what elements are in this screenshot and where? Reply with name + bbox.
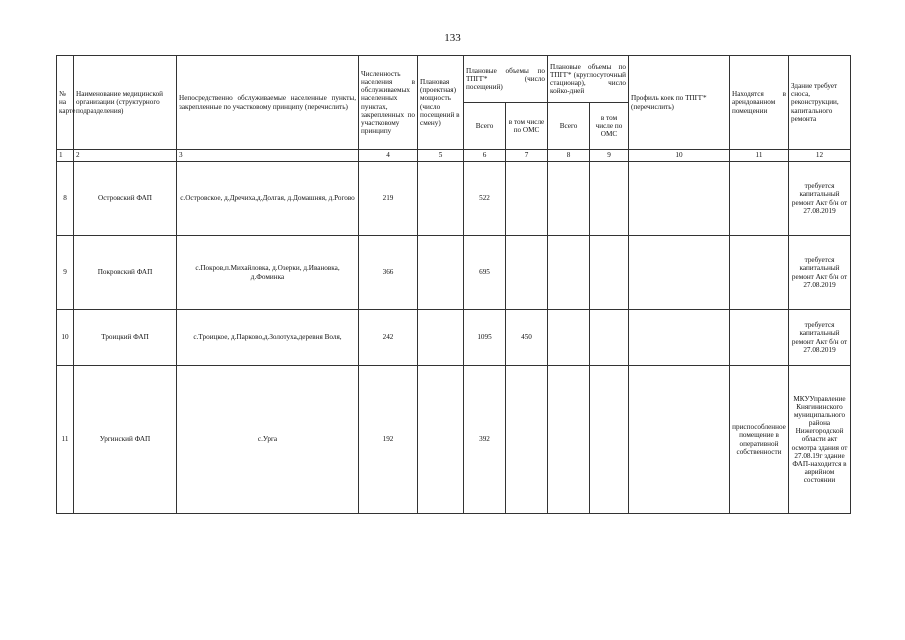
col-num: 6 — [464, 150, 506, 162]
col-num: 7 — [506, 150, 548, 162]
header-bed-profile: Профиль коек по ТПГГ* (перечислить) — [629, 56, 730, 150]
header-org-name: Наименование медицинской организации (структурного подразделения) — [74, 56, 177, 150]
col-num: 10 — [629, 150, 730, 162]
table-row — [57, 310, 851, 366]
header-population: Численность населения в обслуживаемых населенных пунктах, закрепленных по участковому принципу — [359, 56, 418, 150]
header-visits: Плановые объемы по ТПГГ* (число посещений) — [464, 56, 548, 103]
cell-settlements: с.Троицкое, д.Парково,д.Золотуха,деревня Воля, — [177, 310, 359, 366]
cell-population: 242 — [359, 310, 418, 366]
cell-rented — [730, 310, 789, 366]
table-row — [57, 162, 851, 236]
cell-number: 11 — [57, 366, 74, 514]
cell-building: требуется капитальный ремонт Акт б/н от 27.08.2019 — [789, 236, 851, 310]
cell-profile — [629, 366, 730, 514]
cell-number: 10 — [57, 310, 74, 366]
cell-profile — [629, 310, 730, 366]
table-row — [57, 366, 851, 514]
col-num: 4 — [359, 150, 418, 162]
cell-building: требуется капитальный ремонт Акт б/н от 27.08.2019 — [789, 162, 851, 236]
cell-visits-total: 1095 — [464, 310, 506, 366]
cell-name: Покровский ФАП — [74, 236, 177, 310]
header-beds-total: Всего — [548, 103, 590, 150]
col-num: 11 — [730, 150, 789, 162]
header-visits-oms: в том числе по ОМС — [506, 103, 548, 150]
cell-name: Ургинский ФАП — [74, 366, 177, 514]
header-capacity: Плановая (проектная) мощность (число посещений в смену) — [418, 56, 464, 150]
cell-visits-total: 522 — [464, 162, 506, 236]
header-beds-oms: в том числе по ОМС — [590, 103, 629, 150]
cell-beds-oms — [590, 162, 629, 236]
cell-name: Островский ФАП — [74, 162, 177, 236]
cell-number: 8 — [57, 162, 74, 236]
cell-beds-total — [548, 162, 590, 236]
cell-rented — [730, 162, 789, 236]
col-num: 12 — [789, 150, 851, 162]
header-map-number: № на карте — [57, 56, 74, 150]
cell-beds-total — [548, 310, 590, 366]
cell-population: 192 — [359, 366, 418, 514]
cell-building: требуется капитальный ремонт Акт б/н от 27.08.2019 — [789, 310, 851, 366]
cell-name: Троицкий ФАП — [74, 310, 177, 366]
header-settlements: Непосредственно обслуживаемые населенные пункты, закрепленные по участковому принципу (перечислить) — [177, 56, 359, 150]
col-num: 5 — [418, 150, 464, 162]
cell-beds-total — [548, 236, 590, 310]
cell-settlements: с.Островское, д.Дречиха,д.Долгая, д.Домашняя, д.Рогово — [177, 162, 359, 236]
cell-beds-oms — [590, 366, 629, 514]
col-num: 8 — [548, 150, 590, 162]
cell-profile — [629, 162, 730, 236]
cell-profile — [629, 236, 730, 310]
cell-rented — [730, 236, 789, 310]
table-row — [57, 236, 851, 310]
cell-capacity — [418, 162, 464, 236]
column-number-row — [57, 150, 851, 162]
cell-number: 9 — [57, 236, 74, 310]
cell-visits-oms — [506, 366, 548, 514]
cell-capacity — [418, 236, 464, 310]
header-beds: Плановые объемы по ТПГГ* (круглосуточный стационар), число койко-дней — [548, 56, 629, 103]
facilities-table — [56, 55, 851, 514]
cell-settlements: с.Покров,п.Михайловка, д.Озерки, д.Ивановка, д.Фоминка — [177, 236, 359, 310]
col-num: 9 — [590, 150, 629, 162]
cell-population: 366 — [359, 236, 418, 310]
cell-beds-oms — [590, 310, 629, 366]
col-num: 1 — [57, 150, 74, 162]
cell-rented: приспособленное помещение в оперативной собственности — [730, 366, 789, 514]
cell-visits-total: 392 — [464, 366, 506, 514]
header-rented: Находятся в арендованном помещении — [730, 56, 789, 150]
col-num: 3 — [177, 150, 359, 162]
cell-beds-oms — [590, 236, 629, 310]
cell-capacity — [418, 366, 464, 514]
cell-building: МКУУправление Княгининского муниципального района Нижегородской области акт осмотра здания от 27.08.19г здание ФАП-находится в аврийном состоянии — [789, 366, 851, 514]
page-number: 133 — [444, 32, 461, 44]
cell-settlements: с.Урга — [177, 366, 359, 514]
cell-capacity — [418, 310, 464, 366]
cell-visits-total: 695 — [464, 236, 506, 310]
cell-visits-oms: 450 — [506, 310, 548, 366]
header-visits-total: Всего — [464, 103, 506, 150]
cell-visits-oms — [506, 162, 548, 236]
cell-beds-total — [548, 366, 590, 514]
header-building: Здание требует сноса, реконструкции, капитального ремонта — [789, 56, 851, 150]
cell-visits-oms — [506, 236, 548, 310]
cell-population: 219 — [359, 162, 418, 236]
col-num: 2 — [74, 150, 177, 162]
